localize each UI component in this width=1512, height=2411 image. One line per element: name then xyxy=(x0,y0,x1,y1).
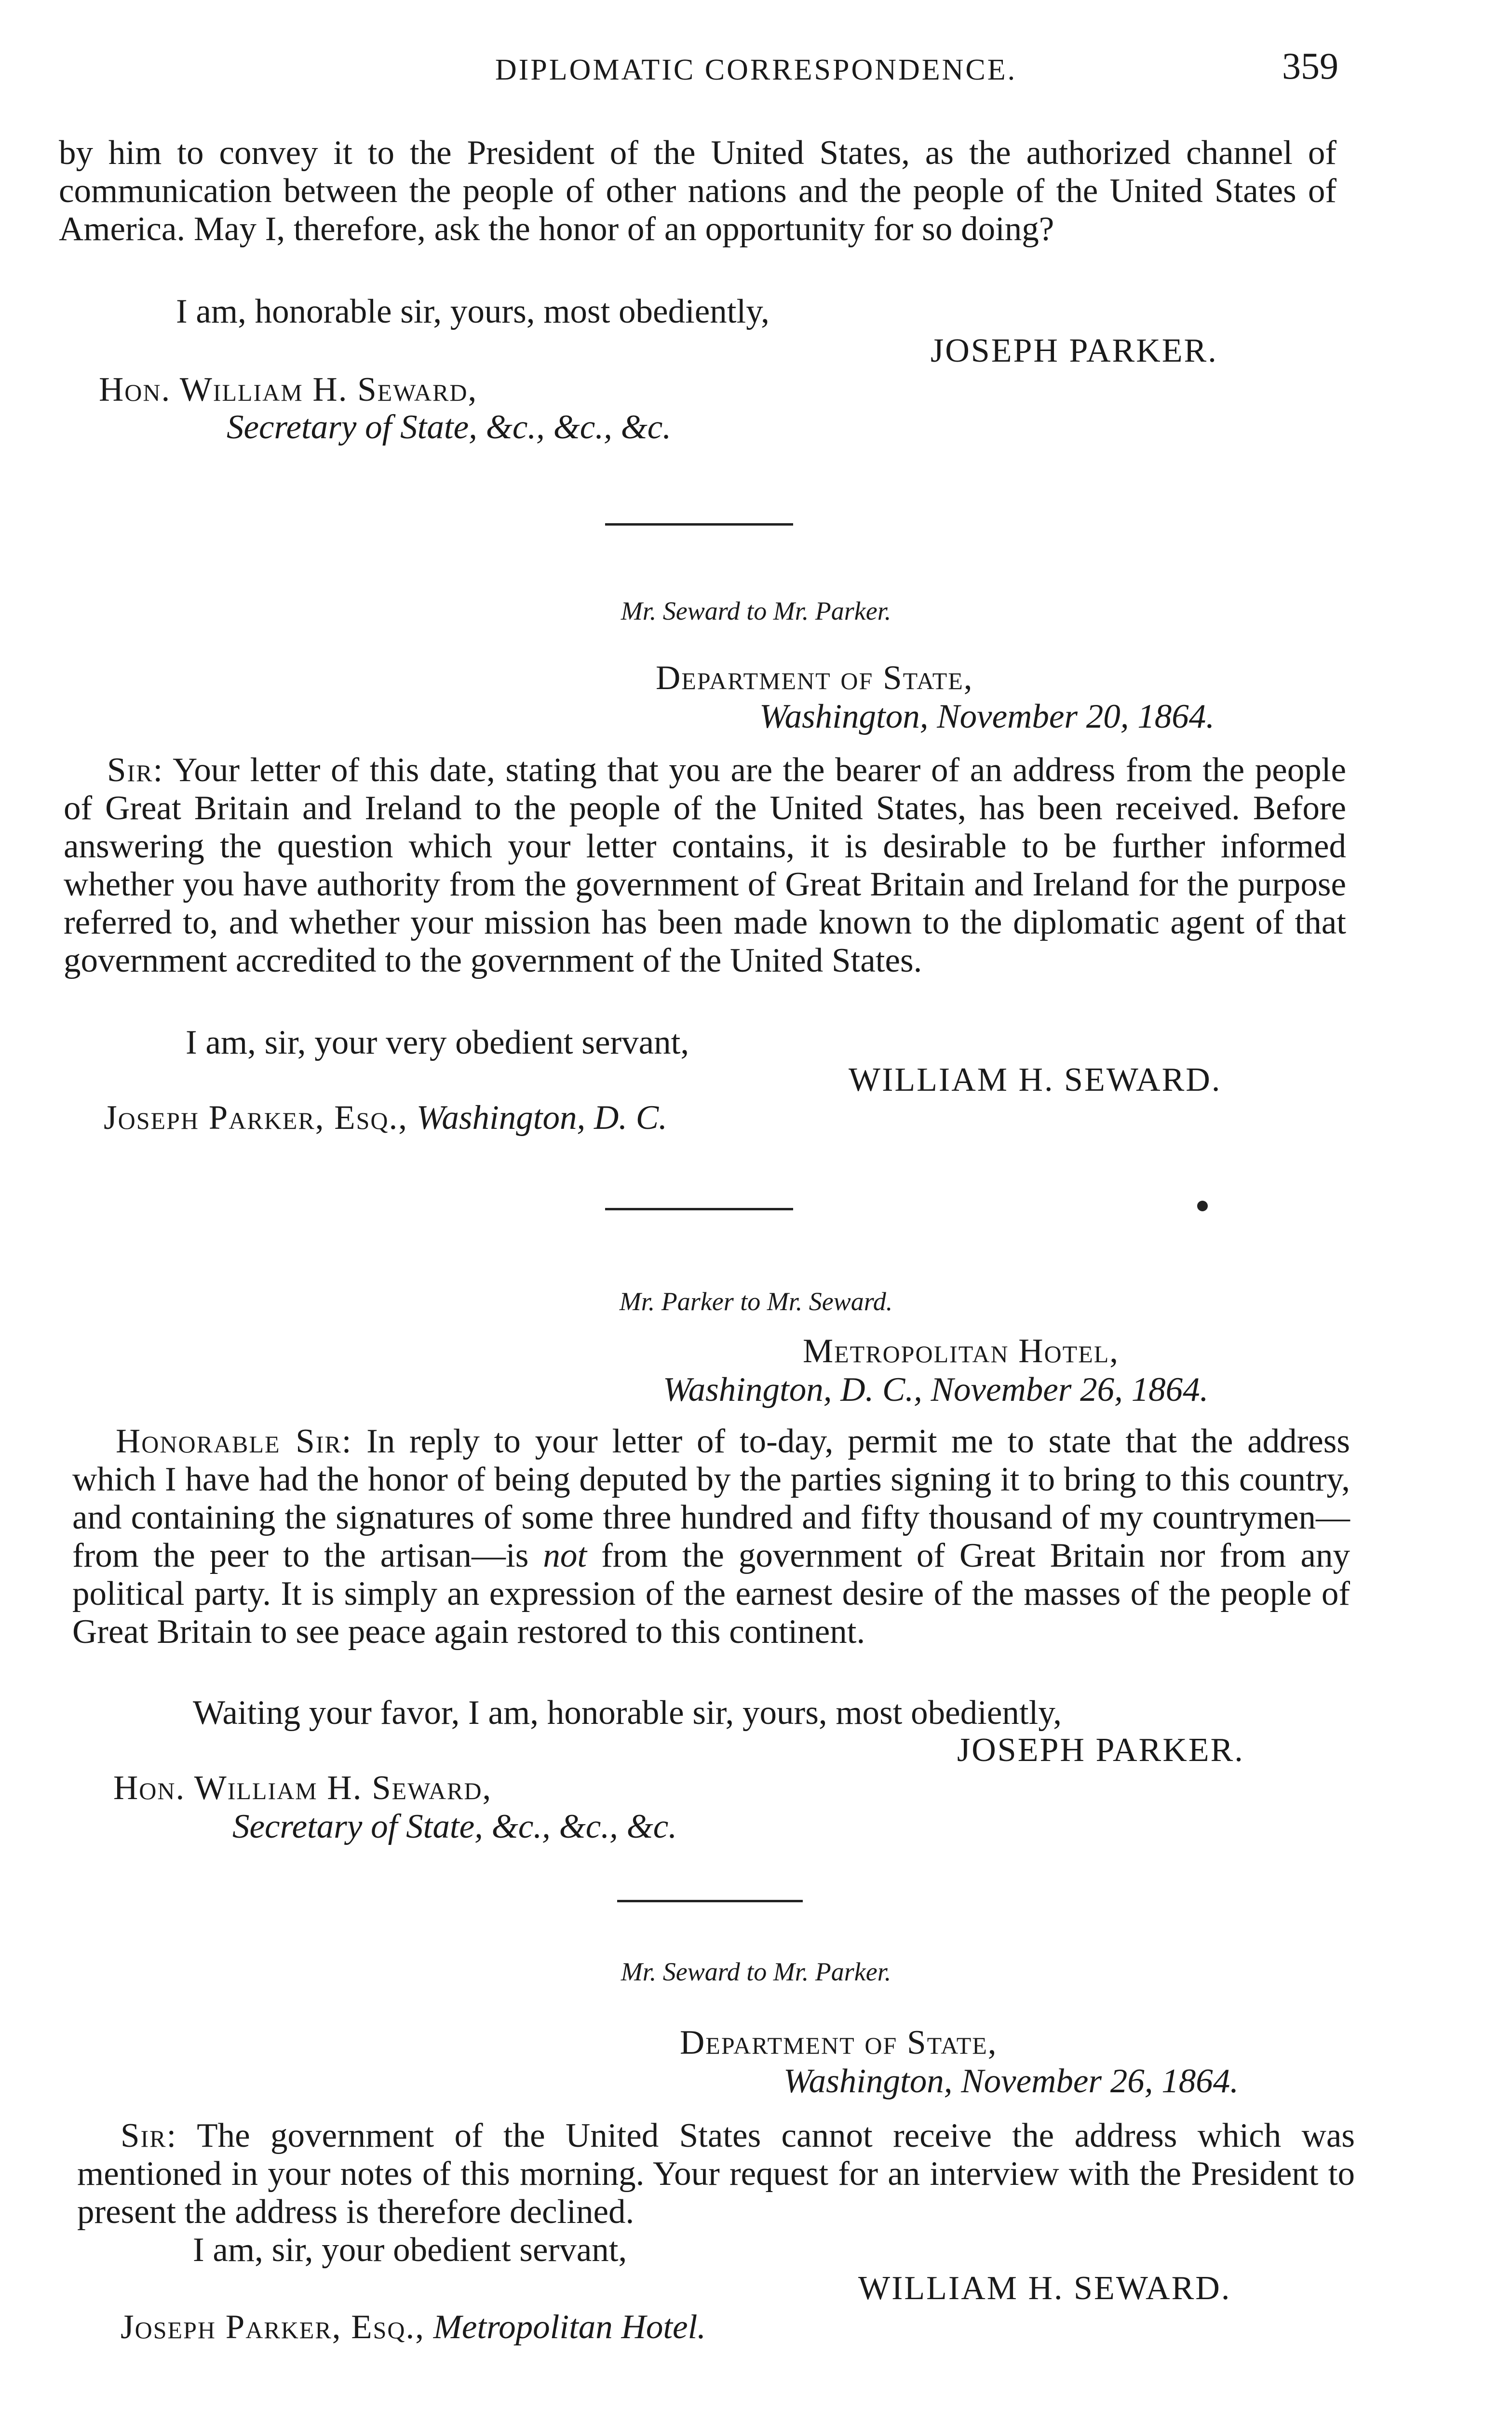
letter3-closing: Waiting your favor, I am, honorable sir, yours, most obediently, xyxy=(193,1694,1062,1732)
letter4-date: Washington, November 26, 1864. xyxy=(783,2062,1239,2100)
letter4-body xyxy=(77,2117,1355,2231)
letter2-heading: Mr. Seward to Mr. Parker. xyxy=(621,596,891,625)
letter1-addressee-title: Secretary of State, &c., &c., &c. xyxy=(227,408,672,446)
section-divider xyxy=(605,523,793,526)
letter2-body-text: Your letter of this date, stating that you are the bearer of an address from the people of Great Britain and Ireland to the people of the United States, has been received. Before answering the question which your letter contains, it is desirable to be further informed whether you have authority from the government of Great Britain and Ireland for the purpose referred to, and whether your mission has been made known to the diplomatic agent of that government accredited to the government of the United States. xyxy=(64,751,1346,979)
letter2-body xyxy=(64,751,1346,980)
letter4-addressee-place: Metropolitan Hotel. xyxy=(433,2308,706,2346)
letter1-addressee-name: Hon. William H. Seward, xyxy=(99,371,478,408)
letter4-place: Department of State, xyxy=(680,2024,998,2061)
letter1-body xyxy=(59,134,1336,248)
letter4-addressee-name: Joseph Parker, Esq., xyxy=(121,2308,425,2346)
letter4-heading: Mr. Seward to Mr. Parker. xyxy=(621,1957,891,1986)
letter2-salutation: Sir: xyxy=(107,751,164,789)
running-title: DIPLOMATIC CORRESPONDENCE. xyxy=(495,54,1017,86)
letter2-addressee-name: Joseph Parker, Esq., xyxy=(104,1099,408,1137)
letter2-addressee-place: Washington, D. C. xyxy=(416,1099,667,1137)
letter3-place: Metropolitan Hotel, xyxy=(803,1332,1120,1370)
letter1-signature: JOSEPH PARKER. xyxy=(931,332,1218,369)
section-divider xyxy=(617,1900,803,1902)
letter2-place: Department of State, xyxy=(656,659,973,697)
letter3-salutation: Honorable Sir: xyxy=(116,1422,352,1460)
letter4-salutation: Sir: xyxy=(121,2117,177,2154)
letter4-addressee xyxy=(121,2308,706,2347)
letter3-heading: Mr. Parker to Mr. Seward. xyxy=(619,1287,893,1316)
letter2-closing: I am, sir, your very obedient servant, xyxy=(186,1024,689,1061)
ink-spot xyxy=(1197,1201,1208,1211)
letter3-body-after: from the government of Great Britain nor from any political party. It is simply an expression of the earnest desire of the masses of the people of Great Britain to see peace again restored to this continent. xyxy=(72,1537,1350,1651)
letter2-date: Washington, November 20, 1864. xyxy=(759,698,1215,735)
letter3-body xyxy=(72,1422,1350,1651)
letter3-addressee-name: Hon. William H. Seward, xyxy=(113,1769,492,1807)
letter3-signature: JOSEPH PARKER. xyxy=(957,1732,1244,1769)
letter1-body-text: by him to convey it to the President of the United States, as the authorized channel of communication between the people of other nations and the people of the United States of America. May I, therefore, ask the honor of an opportunity for so doing? xyxy=(59,134,1336,248)
letter3-date: Washington, D. C., November 26, 1864. xyxy=(663,1371,1209,1409)
letter4-body-text: The government of the United States cannot receive the address which was mentioned in your notes of this morning. Your request for an interview with the President to present the address is therefore declined. xyxy=(77,2117,1355,2231)
letter3-addressee-title: Secretary of State, &c., &c., &c. xyxy=(232,1808,677,1845)
letter4-closing: I am, sir, your obedient servant, xyxy=(193,2231,627,2269)
letter3-body-emphasis: not xyxy=(543,1537,587,1574)
letter2-addressee xyxy=(104,1098,667,1138)
letter3-body-before: In reply to your letter of to-day, permit me to state that the address which I have had the honor of being deputed by the parties signing it to bring to this country, and containing the signatures of some three hundred and fifty thousand of my countrymen—from the peer to the artisan—is xyxy=(72,1422,1350,1574)
page-number: 359 xyxy=(1282,45,1338,87)
letter4-signature: WILLIAM H. SEWARD. xyxy=(858,2270,1231,2307)
letter2-signature: WILLIAM H. SEWARD. xyxy=(849,1061,1222,1098)
section-divider xyxy=(605,1208,793,1210)
letter1-closing: I am, honorable sir, yours, most obediently, xyxy=(176,293,770,330)
